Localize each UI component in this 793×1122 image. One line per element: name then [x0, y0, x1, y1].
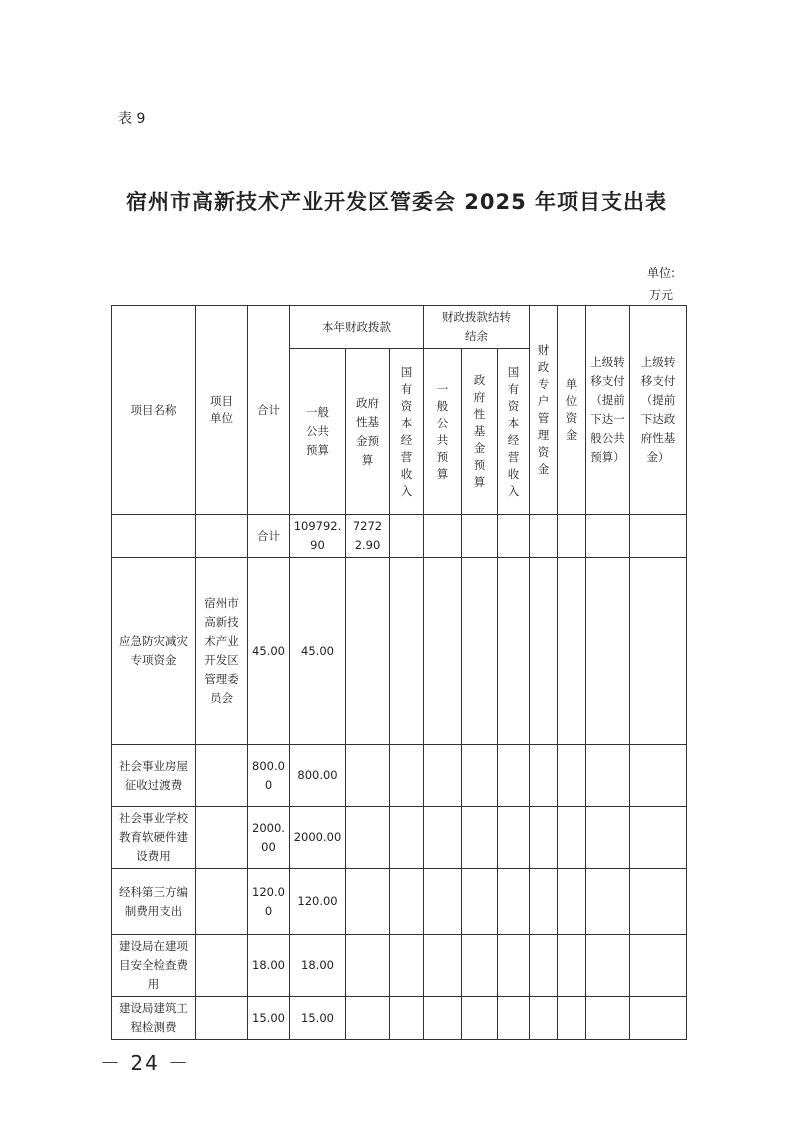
project-expenditure-table: [111, 305, 687, 1040]
row-general-budget: 15.00: [290, 997, 346, 1040]
row-total: 18.00: [248, 935, 290, 997]
unit-label-line2: 万元: [648, 288, 673, 302]
table-row: [112, 935, 687, 997]
row-total: 15.00: [248, 997, 290, 1040]
header-unit-funds: 单位资金: [558, 306, 586, 515]
header-carryover-group: 财政拨款结转结余: [424, 306, 530, 349]
row-general-budget: 18.00: [290, 935, 346, 997]
header-superior-general: 上级转移支付（提前下达一般公共预算）: [586, 306, 630, 515]
row-project-unit: 宿州市高新技术产业开发区管理委员会: [196, 558, 248, 745]
row-general-budget: 2000.00: [290, 807, 346, 869]
header-row-1: [112, 306, 687, 349]
row-total: 45.00: [248, 558, 290, 745]
header-carryover-state-capital: 国有资本经营收入: [498, 349, 530, 515]
table-row: [112, 807, 687, 869]
header-state-capital-income: 国有资本经营收入: [390, 349, 424, 515]
header-project-unit: 项目单位: [196, 306, 248, 515]
row-project-name: 建设局建筑工程检测费: [112, 997, 196, 1040]
table-row: [112, 997, 687, 1040]
row-project-name: 经科第三方编制费用支出: [112, 869, 196, 935]
total-row-label: 合计: [248, 515, 290, 558]
row-project-name: 社会事业学校教育软硬件建设费用: [112, 807, 196, 869]
row-project-name: 建设局在建项目安全检查费用: [112, 935, 196, 997]
header-general-budget: 一般公共预算: [290, 349, 346, 515]
document-title: 宿州市高新技术产业开发区管委会 2025 年项目支出表: [125, 190, 668, 214]
row-total: 2000.00: [248, 807, 290, 869]
page-number: － 24 －: [100, 1051, 191, 1075]
unit-label: [636, 262, 686, 306]
row-project-unit: [196, 807, 248, 869]
table-label: 表 9: [118, 111, 146, 127]
header-carryover-general: 一般公共预算: [424, 349, 462, 515]
header-superior-fund: 上级转移支付（提前下达政府性基金）: [630, 306, 687, 515]
row-project-unit: [196, 935, 248, 997]
row-project-unit: [196, 997, 248, 1040]
total-row: [112, 515, 687, 558]
table-row: [112, 558, 687, 745]
total-general-budget: 109792.90: [290, 515, 346, 558]
header-carryover-gov-fund: 政府性基金预算: [462, 349, 498, 515]
table-row: [112, 869, 687, 935]
total-gov-fund-budget: 72722.90: [346, 515, 390, 558]
header-project-name: 项目名称: [112, 306, 196, 515]
row-project-unit: [196, 869, 248, 935]
row-total: 120.00: [248, 869, 290, 935]
header-gov-fund-budget: 政府性基金预算: [346, 349, 390, 515]
header-current-year-group: 本年财政拨款: [290, 306, 424, 349]
row-project-name: 社会事业房屋征收过渡费: [112, 745, 196, 807]
row-project-name: 应急防灾减灾专项资金: [112, 558, 196, 745]
row-total: 800.00: [248, 745, 290, 807]
table-row: [112, 745, 687, 807]
unit-label-line1: 单位:: [646, 266, 676, 280]
row-general-budget: 45.00: [290, 558, 346, 745]
row-project-unit: [196, 745, 248, 807]
header-total: 合计: [248, 306, 290, 515]
row-general-budget: 120.00: [290, 869, 346, 935]
row-general-budget: 800.00: [290, 745, 346, 807]
header-special-funds: 财政专户管理资金: [530, 306, 558, 515]
